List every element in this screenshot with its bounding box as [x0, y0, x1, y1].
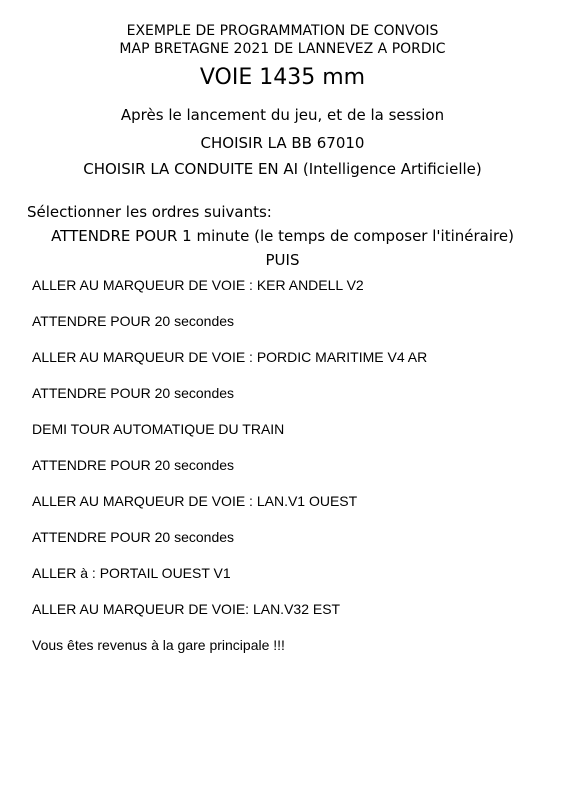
step-item: ALLER AU MARQUEUR DE VOIE: LAN.V32 EST — [32, 601, 341, 617]
step-item: ALLER à : PORTAIL OUEST V1 — [32, 565, 231, 581]
step-item: DEMI TOUR AUTOMATIQUE DU TRAIN — [32, 421, 285, 437]
header-line-2: MAP BRETAGNE 2021 DE LANNEVEZ A PORDIC — [119, 41, 446, 57]
step-item: ATTENDRE POUR 20 secondes — [32, 313, 235, 329]
step-item: ALLER AU MARQUEUR DE VOIE : PORDIC MARITIME V4 AR — [32, 349, 428, 365]
choisir-conduite: CHOISIR LA CONDUITE EN AI (Intelligence Artificielle) — [83, 160, 482, 178]
select-orders-label: Sélectionner les ordres suivants: — [27, 203, 272, 221]
first-order: ATTENDRE POUR 1 minute (le temps de composer l'itinéraire) — [51, 227, 514, 245]
puis-label: PUIS — [265, 251, 300, 269]
step-item: ALLER AU MARQUEUR DE VOIE : LAN.V1 OUEST — [32, 493, 358, 509]
step-item: ATTENDRE POUR 20 secondes — [32, 457, 235, 473]
intro-apres: Après le lancement du jeu, et de la session — [120, 106, 445, 124]
steps-list — [32, 276, 427, 672]
step-item: ATTENDRE POUR 20 secondes — [32, 529, 235, 545]
step-item: ALLER AU MARQUEUR DE VOIE : KER ANDELL V2 — [32, 277, 364, 293]
step-item: Vous êtes revenus à la gare principale !!! — [32, 637, 285, 653]
step-item: ATTENDRE POUR 20 secondes — [32, 385, 235, 401]
header-line-1: EXEMPLE DE PROGRAMMATION DE CONVOIS — [126, 23, 439, 39]
choisir-loco: CHOISIR LA BB 67010 — [200, 134, 365, 152]
voie-title: VOIE 1435 mm — [199, 65, 366, 90]
